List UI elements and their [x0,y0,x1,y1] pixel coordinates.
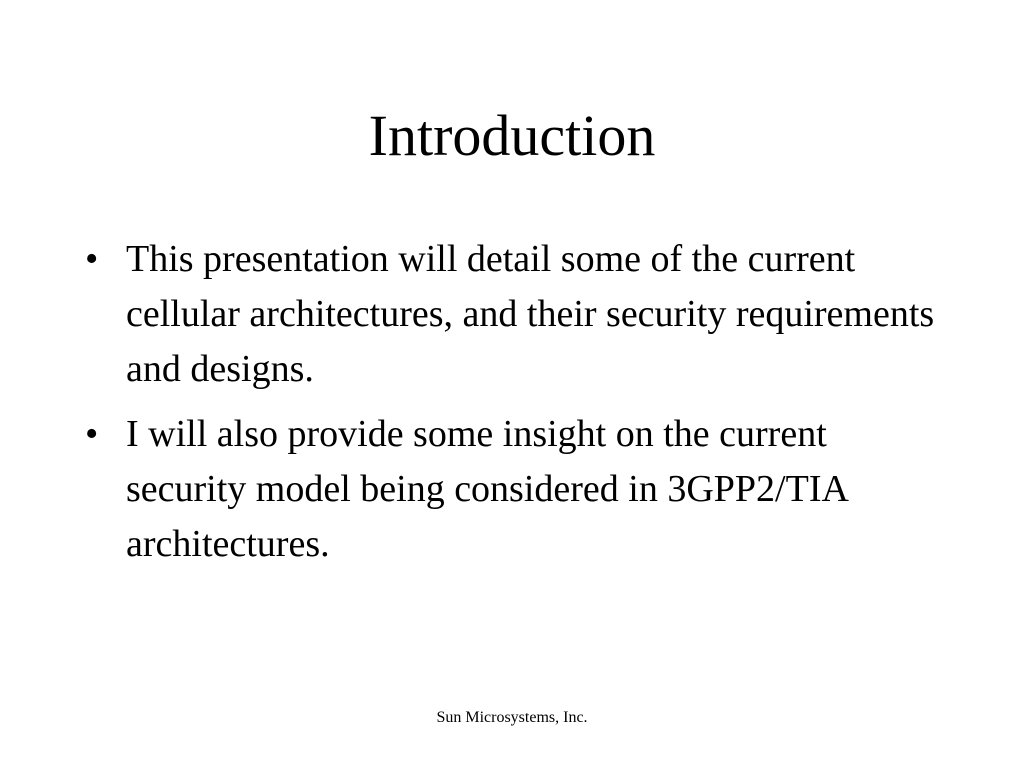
bullet-text: This presentation will detail some of the current cellular architectures, and their security requirements and designs. [126,238,935,390]
bullet-icon: • [85,238,99,280]
footer-text: Sun Microsystems, Inc. [436,709,588,726]
bullet-list [85,232,945,582]
bullet-item [85,407,945,572]
bullet-item [85,232,945,397]
bullet-icon: • [85,413,99,455]
bullet-text: I will also provide some insight on the current security model being considered in 3GPP2/TIA architectures. [126,413,847,565]
slide-title: Introduction [368,103,656,168]
